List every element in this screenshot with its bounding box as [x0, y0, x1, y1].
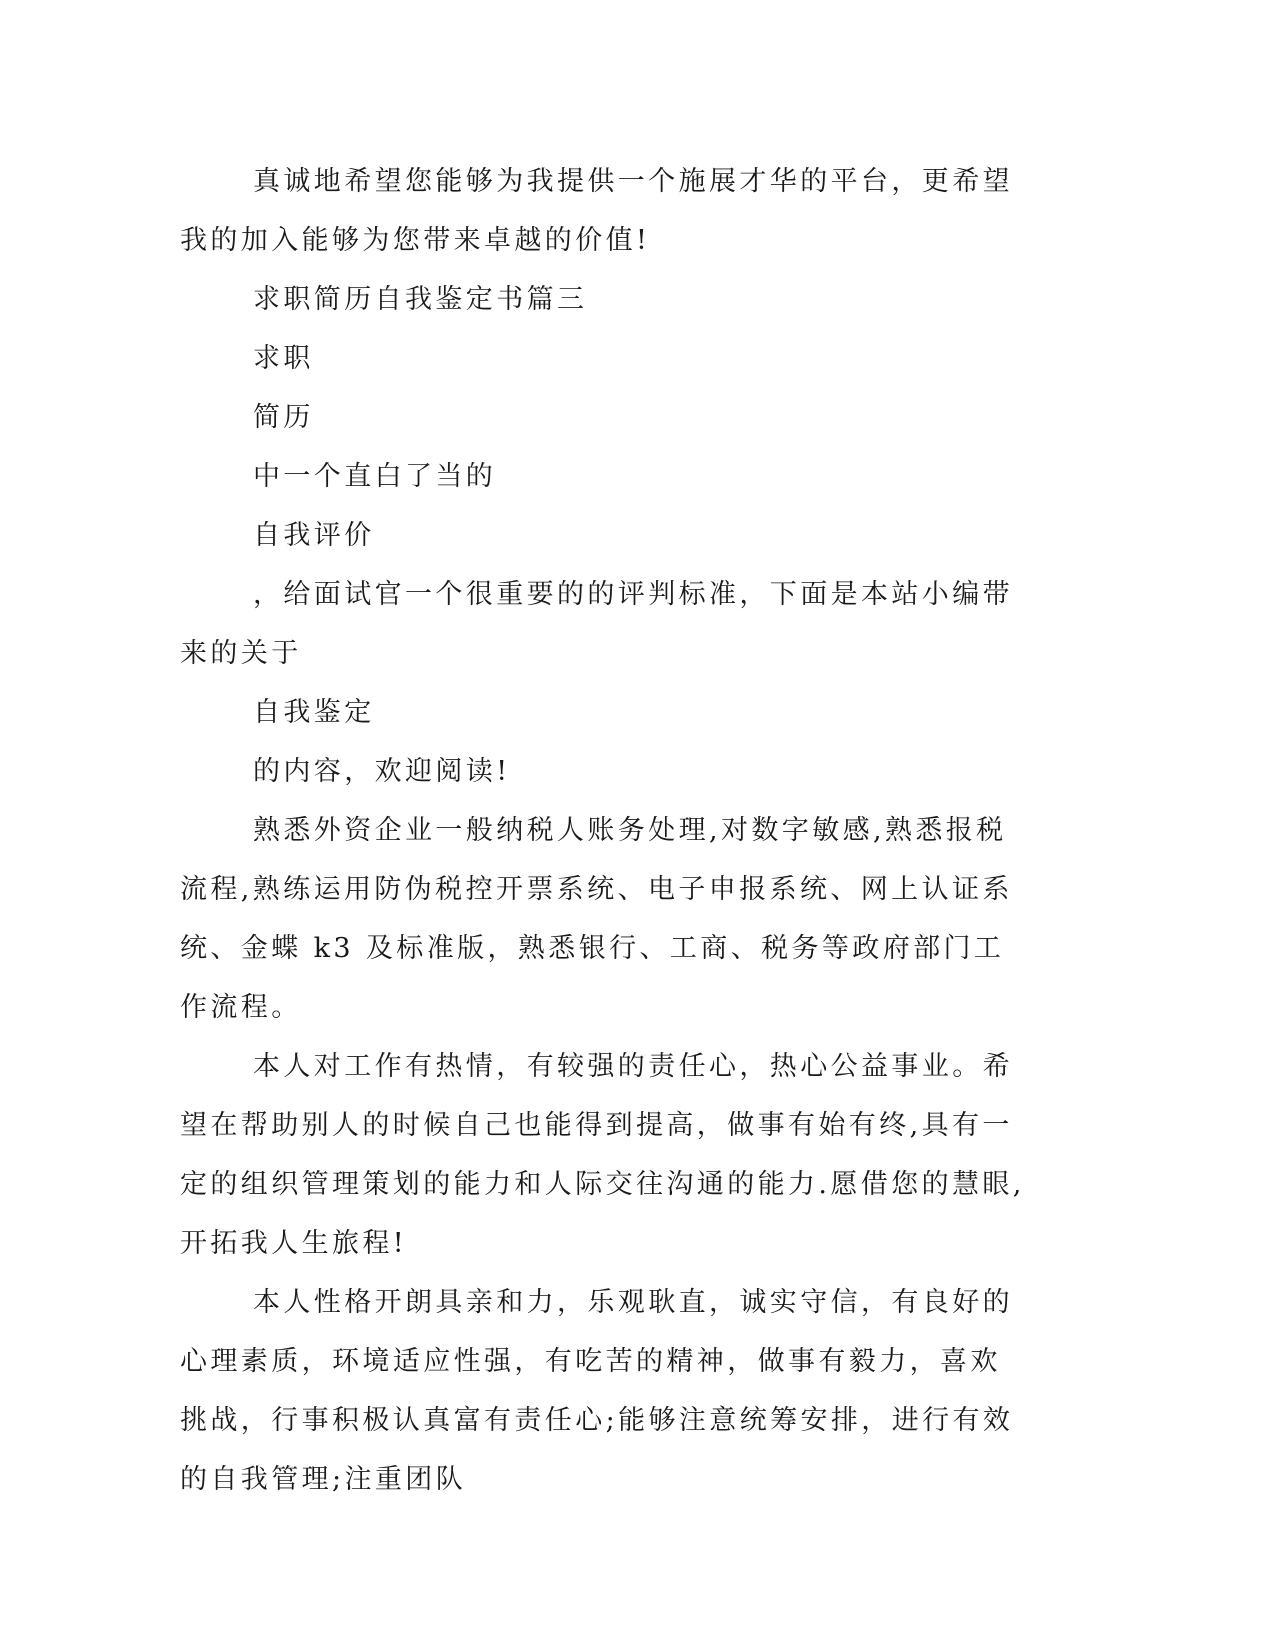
document-body: [180, 152, 1030, 1509]
paragraph-fragment: 中一个直白了当的: [253, 461, 497, 492]
paragraph-fragment: 的内容，欢迎阅读!: [253, 756, 511, 787]
paragraph-personality: 本人性格开朗具亲和力，乐观耿直，诚实守信，有良好的心理素质，环境适应性强，有吃苦的精神，做事有毅力，喜欢挑战，行事积极认真富有责任心;能够注意统筹安排，进行有效的自我管理;注重团队: [180, 1287, 1014, 1495]
paragraph-accounting-skills: 熟悉外资企业一般纳税人账务处理,对数字敏感,熟悉报税流程,熟练运用防伪税控开票系统、电子申报系统、网上认证系统、金蝶 k3 及标准版，熟悉银行、工商、税务等政府部门工作流程。: [180, 815, 1013, 1023]
paragraph-work-attitude: 本人对工作有热情，有较强的责任心，热心公益事业。希望在帮助别人的时候自己也能得到提高，做事有始有终,具有一定的组织管理策划的能力和人际交往沟通的能力.愿借您的慧眼,开拓我人生旅程!: [180, 1051, 1025, 1259]
paragraph-fragment: 简历: [253, 402, 314, 433]
paragraph-fragment: 求职: [253, 343, 314, 374]
paragraph-intro: ，给面试官一个很重要的的评判标准，下面是本站小编带来的关于: [180, 579, 1013, 669]
paragraph-closing-wish: 真诚地希望您能够为我提供一个施展才华的平台，更希望我的加入能够为您带来卓越的价值!: [180, 166, 1013, 256]
section-heading: 求职简历自我鉴定书篇三: [253, 284, 588, 315]
paragraph-fragment: 自我鉴定: [253, 697, 375, 728]
paragraph-fragment: 自我评价: [253, 520, 375, 551]
